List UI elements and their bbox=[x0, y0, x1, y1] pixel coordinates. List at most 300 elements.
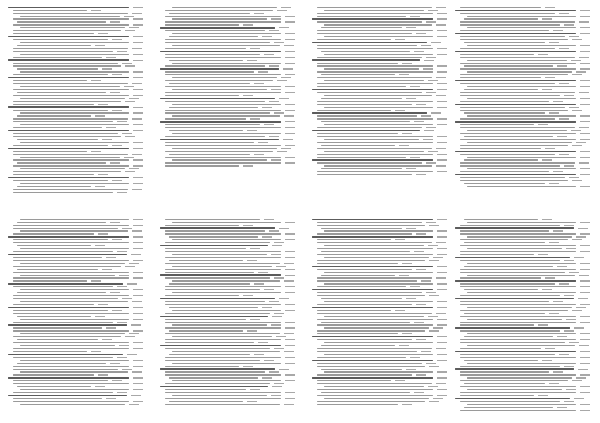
index-entry-page-number bbox=[437, 389, 447, 390]
index-entry-page-number bbox=[277, 10, 287, 11]
index-entry-page-number bbox=[437, 230, 447, 231]
index-entry-page-number bbox=[250, 118, 260, 119]
index-entry-text bbox=[321, 228, 402, 229]
index-entry-text bbox=[13, 260, 129, 261]
index-entry-text bbox=[455, 257, 570, 258]
index-entry-text bbox=[460, 410, 576, 411]
index-entry-text bbox=[172, 222, 281, 223]
index-entry-text bbox=[13, 104, 94, 105]
upper-column-4 bbox=[455, 6, 590, 188]
index-entry-text bbox=[317, 45, 417, 46]
index-entry-page-number bbox=[133, 124, 143, 125]
index-entry-text bbox=[460, 272, 565, 273]
index-entry-text bbox=[317, 366, 425, 367]
index-entry-page-number bbox=[580, 280, 590, 281]
index-entry-page-number bbox=[566, 248, 576, 249]
index-entry-page-number bbox=[102, 339, 112, 340]
index-entry-text bbox=[160, 386, 268, 387]
index-entry-text bbox=[8, 236, 129, 237]
index-entry-text bbox=[20, 333, 125, 334]
index-entry-text bbox=[317, 13, 433, 14]
index-entry-text bbox=[165, 348, 270, 349]
index-entry-page-number bbox=[285, 374, 295, 375]
index-entry-text bbox=[324, 245, 424, 246]
index-entry-page-number bbox=[133, 401, 143, 402]
index-entry-text bbox=[460, 304, 576, 305]
index-entry-text bbox=[460, 225, 560, 226]
index-entry-text bbox=[165, 57, 281, 58]
index-entry-text bbox=[169, 83, 250, 84]
index-entry-page-number bbox=[285, 33, 295, 34]
index-entry-text bbox=[460, 57, 575, 58]
index-entry-page-number bbox=[247, 401, 257, 402]
index-entry-page-number bbox=[133, 319, 143, 320]
index-entry-text bbox=[172, 133, 281, 134]
index-entry-text bbox=[460, 68, 576, 69]
index-entry-page-number bbox=[264, 124, 274, 125]
index-entry-page-number bbox=[281, 148, 291, 149]
index-entry-page-number bbox=[437, 171, 447, 172]
index-entry-page-number bbox=[133, 360, 143, 361]
index-entry-text bbox=[460, 154, 555, 155]
index-entry-text bbox=[13, 366, 129, 367]
index-entry-page-number bbox=[117, 251, 127, 252]
index-entry-text bbox=[172, 336, 272, 337]
index-entry-text bbox=[165, 269, 281, 270]
index-entry-page-number bbox=[571, 130, 581, 131]
index-entry-page-number bbox=[133, 248, 143, 249]
index-entry-text bbox=[460, 92, 575, 93]
index-entry-text bbox=[460, 177, 565, 178]
index-entry-text bbox=[172, 33, 281, 34]
index-entry-page-number bbox=[133, 18, 143, 19]
index-entry-text bbox=[317, 357, 406, 358]
index-entry-text bbox=[321, 275, 395, 276]
index-entry-text bbox=[317, 7, 432, 8]
index-entry-text bbox=[317, 401, 425, 402]
index-entry-page-number bbox=[545, 348, 555, 349]
index-entry-text bbox=[317, 65, 433, 66]
index-entry-page-number bbox=[580, 104, 590, 105]
index-entry-text bbox=[165, 101, 265, 102]
index-entry-page-number bbox=[285, 363, 295, 364]
index-entry-text bbox=[317, 330, 425, 331]
index-entry-page-number bbox=[553, 101, 563, 102]
index-entry-text bbox=[460, 254, 534, 255]
index-entry-text bbox=[13, 65, 121, 66]
index-entry-page-number bbox=[243, 225, 253, 226]
index-entry-page-number bbox=[436, 383, 446, 384]
index-entry-page-number bbox=[538, 54, 548, 55]
index-entry-text bbox=[13, 89, 129, 90]
index-entry-text bbox=[13, 171, 121, 172]
index-entry-text bbox=[172, 351, 280, 352]
index-entry bbox=[8, 403, 143, 406]
index-entry-page-number bbox=[426, 222, 436, 223]
index-entry-page-number bbox=[133, 366, 143, 367]
index-entry-text bbox=[324, 68, 419, 69]
index-entry-text bbox=[13, 192, 113, 193]
index-entry bbox=[312, 403, 447, 406]
index-entry-page-number bbox=[572, 110, 582, 111]
index-entry-page-number bbox=[133, 177, 143, 178]
index-entry-page-number bbox=[579, 92, 589, 93]
index-entry-page-number bbox=[429, 330, 439, 331]
index-entry-page-number bbox=[132, 301, 142, 302]
index-entry-page-number bbox=[437, 236, 447, 237]
index-entry-page-number bbox=[122, 63, 132, 64]
index-entry-text bbox=[312, 360, 433, 361]
index-entry-page-number bbox=[285, 86, 295, 87]
index-entry-page-number bbox=[580, 233, 590, 234]
index-entry-text bbox=[165, 342, 254, 343]
index-entry-page-number bbox=[437, 89, 447, 90]
index-entry-page-number bbox=[264, 289, 274, 290]
index-entry-page-number bbox=[133, 107, 143, 108]
index-entry-text bbox=[460, 165, 560, 166]
index-entry-text bbox=[467, 98, 576, 99]
index-entry-page-number bbox=[402, 333, 412, 334]
index-entry-page-number bbox=[416, 33, 426, 34]
index-entry-text bbox=[317, 71, 433, 72]
index-entry-page-number bbox=[285, 304, 295, 305]
index-entry-page-number bbox=[580, 168, 590, 169]
index-entry-page-number bbox=[271, 18, 281, 19]
index-entry-text bbox=[460, 21, 575, 22]
index-entry-text bbox=[13, 239, 108, 240]
index-entry-text bbox=[312, 219, 433, 220]
index-entry-text bbox=[324, 10, 424, 11]
index-entry-text bbox=[8, 36, 129, 37]
index-entry-text bbox=[165, 404, 280, 405]
index-entry-text bbox=[317, 142, 433, 143]
index-entry-page-number bbox=[285, 121, 295, 122]
index-entry-page-number bbox=[542, 219, 552, 220]
index-entry-text bbox=[317, 263, 398, 264]
index-entry-page-number bbox=[542, 289, 552, 290]
index-entry-page-number bbox=[406, 369, 416, 370]
index-entry-text bbox=[317, 16, 406, 17]
index-entry-page-number bbox=[437, 283, 447, 284]
index-entry-text bbox=[13, 310, 108, 311]
index-entry-page-number bbox=[122, 133, 132, 134]
index-entry-text bbox=[165, 71, 254, 72]
index-entry-text bbox=[317, 33, 412, 34]
index-entry-text bbox=[13, 101, 121, 102]
index-entry-text bbox=[13, 295, 129, 296]
index-entry-page-number bbox=[276, 336, 286, 337]
index-entry-page-number bbox=[578, 298, 588, 299]
index-entry-page-number bbox=[564, 401, 574, 402]
index-entry-text bbox=[455, 104, 576, 105]
index-entry-text bbox=[455, 327, 570, 328]
index-entry-page-number bbox=[98, 233, 108, 234]
index-entry-page-number bbox=[285, 339, 295, 340]
index-entry-text bbox=[169, 130, 243, 131]
index-entry-text bbox=[317, 92, 422, 93]
index-entry-text bbox=[467, 377, 572, 378]
index-entry-text bbox=[317, 260, 425, 261]
index-entry-text bbox=[160, 316, 268, 317]
index-entry-page-number bbox=[285, 310, 295, 311]
index-entry-page-number bbox=[269, 301, 279, 302]
index-entry-text bbox=[464, 313, 545, 314]
index-entry-text bbox=[460, 63, 576, 64]
index-entry-text bbox=[172, 324, 267, 325]
index-entry-page-number bbox=[428, 10, 438, 11]
index-entry-page-number bbox=[250, 48, 260, 49]
index-entry-page-number bbox=[102, 68, 112, 69]
index-entry-text bbox=[317, 277, 432, 278]
index-entry-text bbox=[8, 59, 129, 60]
index-entry-text bbox=[467, 363, 576, 364]
index-entry-text bbox=[169, 13, 250, 14]
index-entry-text bbox=[17, 21, 106, 22]
index-entry-text bbox=[460, 74, 568, 75]
index-entry-page-number bbox=[429, 260, 439, 261]
index-entry-page-number bbox=[133, 377, 143, 378]
index-entry-text bbox=[312, 289, 433, 290]
index-entry-text bbox=[317, 225, 425, 226]
index-entry-page-number bbox=[262, 377, 272, 378]
index-entry-page-number bbox=[572, 239, 582, 240]
index-entry-text bbox=[172, 380, 281, 381]
index-entry-text bbox=[169, 401, 243, 402]
index-entry-text bbox=[464, 159, 538, 160]
index-entry-page-number bbox=[437, 118, 447, 119]
index-entry-page-number bbox=[106, 398, 116, 399]
index-entry-page-number bbox=[436, 165, 446, 166]
index-entry-page-number bbox=[254, 354, 264, 355]
index-entry-page-number bbox=[285, 398, 295, 399]
index-entry-text bbox=[13, 242, 129, 243]
index-entry-page-number bbox=[579, 345, 589, 346]
index-entry-page-number bbox=[98, 174, 108, 175]
index-entry-page-number bbox=[112, 239, 122, 240]
index-entry-page-number bbox=[279, 27, 289, 28]
index-entry-page-number bbox=[285, 380, 295, 381]
index-entry-text bbox=[20, 389, 129, 390]
index-entry-page-number bbox=[269, 101, 279, 102]
index-entry-page-number bbox=[269, 65, 279, 66]
index-entry-page-number bbox=[110, 292, 120, 293]
index-entry-text bbox=[317, 319, 433, 320]
index-entry-page-number bbox=[549, 383, 559, 384]
index-entry-text bbox=[20, 112, 129, 113]
index-entry-page-number bbox=[254, 154, 264, 155]
index-entry-text bbox=[324, 371, 433, 372]
index-entry-text bbox=[317, 157, 406, 158]
index-entry-page-number bbox=[112, 380, 122, 381]
lower-column-3 bbox=[312, 218, 447, 406]
index-entry-page-number bbox=[436, 148, 446, 149]
index-entry-text bbox=[20, 371, 128, 372]
index-entry-text bbox=[17, 386, 91, 387]
index-entry-page-number bbox=[269, 230, 279, 231]
index-entry-text bbox=[169, 330, 243, 331]
index-entry-text bbox=[467, 27, 576, 28]
index-entry-page-number bbox=[117, 357, 127, 358]
index-entry-page-number bbox=[402, 133, 412, 134]
index-entry-text bbox=[455, 368, 574, 369]
index-entry-page-number bbox=[98, 104, 108, 105]
index-entry-page-number bbox=[436, 24, 446, 25]
index-entry-text bbox=[13, 48, 128, 49]
index-entry-page-number bbox=[571, 60, 581, 61]
index-entry-page-number bbox=[437, 154, 447, 155]
index-entry-text bbox=[317, 39, 391, 40]
index-entry-page-number bbox=[545, 148, 555, 149]
index-entry-text bbox=[464, 266, 553, 267]
index-entry-page-number bbox=[284, 115, 294, 116]
index-entry-text bbox=[317, 118, 433, 119]
index-entry-page-number bbox=[102, 269, 112, 270]
index-entry-page-number bbox=[102, 139, 112, 140]
index-entry bbox=[455, 409, 590, 412]
index-entry-text bbox=[8, 148, 129, 149]
lower-column-2 bbox=[160, 218, 295, 406]
index-entry-page-number bbox=[545, 277, 555, 278]
index-entry-page-number bbox=[243, 366, 253, 367]
index-entry-text bbox=[324, 386, 424, 387]
index-entry-page-number bbox=[542, 360, 552, 361]
index-entry-text bbox=[460, 83, 555, 84]
index-entry-page-number bbox=[426, 162, 436, 163]
index-entry-text bbox=[17, 269, 98, 270]
index-entry-page-number bbox=[133, 77, 143, 78]
index-entry-page-number bbox=[274, 242, 284, 243]
index-entry-text bbox=[324, 24, 432, 25]
index-entry-page-number bbox=[580, 363, 590, 364]
index-entry-text bbox=[172, 148, 277, 149]
index-entry-text bbox=[321, 51, 410, 52]
index-entry-page-number bbox=[580, 27, 590, 28]
index-entry-page-number bbox=[112, 74, 122, 75]
index-entry-text bbox=[13, 304, 94, 305]
index-entry-text bbox=[460, 110, 568, 111]
index-entry-page-number bbox=[580, 186, 590, 187]
index-entry-text bbox=[13, 348, 129, 349]
index-entry-page-number bbox=[437, 101, 447, 102]
index-entry-page-number bbox=[437, 65, 447, 66]
index-entry-page-number bbox=[416, 233, 426, 234]
index-entry-text bbox=[317, 222, 422, 223]
index-entry-text bbox=[321, 298, 402, 299]
index-entry-page-number bbox=[133, 236, 143, 237]
index-entry-page-number bbox=[271, 324, 281, 325]
index-entry-text bbox=[464, 89, 538, 90]
index-entry-text bbox=[165, 92, 281, 93]
index-entry-page-number bbox=[559, 13, 569, 14]
index-entry-text bbox=[460, 39, 568, 40]
index-entry-text bbox=[165, 74, 281, 75]
index-entry-text bbox=[165, 398, 281, 399]
index-entry-text bbox=[455, 80, 576, 81]
index-entry-page-number bbox=[580, 339, 590, 340]
index-entry-text bbox=[20, 219, 129, 220]
index-entry-page-number bbox=[133, 24, 143, 25]
index-entry-text bbox=[460, 118, 555, 119]
index-entry-text bbox=[13, 398, 102, 399]
index-entry-text bbox=[312, 130, 420, 131]
index-entry-page-number bbox=[421, 351, 431, 352]
index-entry-text bbox=[8, 177, 129, 178]
index-entry-page-number bbox=[262, 36, 272, 37]
index-entry-page-number bbox=[436, 348, 446, 349]
index-entry-page-number bbox=[426, 127, 436, 128]
index-entry-page-number bbox=[133, 159, 143, 160]
index-entry-page-number bbox=[428, 80, 438, 81]
index-entry-page-number bbox=[133, 307, 143, 308]
index-entry-text bbox=[172, 254, 267, 255]
index-entry-page-number bbox=[437, 48, 447, 49]
index-entry-text bbox=[317, 104, 412, 105]
index-entry-text bbox=[460, 310, 568, 311]
index-entry-text bbox=[20, 248, 129, 249]
index-entry-text bbox=[312, 89, 433, 90]
index-entry-text bbox=[13, 151, 87, 152]
index-entry-text bbox=[13, 30, 121, 31]
index-entry-text bbox=[467, 319, 562, 320]
index-entry-text bbox=[464, 383, 545, 384]
index-entry-text bbox=[20, 98, 125, 99]
index-entry-page-number bbox=[421, 280, 431, 281]
index-entry-text bbox=[172, 159, 267, 160]
index-entry-text bbox=[321, 392, 410, 393]
index-entry-text bbox=[13, 351, 87, 352]
index-entry-text bbox=[321, 74, 395, 75]
index-entry-page-number bbox=[133, 71, 143, 72]
index-entry-text bbox=[13, 83, 128, 84]
index-entry-page-number bbox=[250, 389, 260, 390]
index-entry-page-number bbox=[133, 383, 143, 384]
index-entry-page-number bbox=[580, 286, 590, 287]
index-entry-text bbox=[165, 142, 254, 143]
index-entry-text bbox=[324, 342, 433, 343]
index-entry-text bbox=[172, 77, 277, 78]
index-entry-text bbox=[460, 95, 560, 96]
index-entry-text bbox=[165, 48, 246, 49]
index-entry-page-number bbox=[414, 392, 424, 393]
index-entry-text bbox=[312, 266, 433, 267]
index-entry-text bbox=[312, 59, 420, 60]
index-entry-page-number bbox=[429, 225, 439, 226]
index-entry-text bbox=[317, 280, 417, 281]
index-entry-page-number bbox=[569, 36, 579, 37]
index-entry-text bbox=[460, 366, 560, 367]
index-entry-page-number bbox=[110, 21, 120, 22]
index-entry-text bbox=[467, 333, 576, 334]
index-entry-text bbox=[317, 324, 433, 325]
index-entry-text bbox=[460, 277, 541, 278]
index-entry-text bbox=[13, 165, 129, 166]
index-entry-page-number bbox=[284, 333, 294, 334]
index-entry-page-number bbox=[576, 377, 586, 378]
index-entry-page-number bbox=[264, 360, 274, 361]
index-entry-page-number bbox=[557, 336, 567, 337]
index-entry-page-number bbox=[429, 401, 439, 402]
index-entry-text bbox=[165, 263, 280, 264]
index-entry-page-number bbox=[564, 260, 574, 261]
index-entry-text bbox=[20, 168, 125, 169]
index-entry-page-number bbox=[133, 95, 143, 96]
index-entry-text bbox=[165, 157, 281, 158]
index-entry-page-number bbox=[279, 98, 289, 99]
index-entry-page-number bbox=[406, 168, 416, 169]
index-entry-text bbox=[8, 7, 129, 8]
index-entry-page-number bbox=[133, 148, 143, 149]
index-entry-text bbox=[17, 68, 98, 69]
